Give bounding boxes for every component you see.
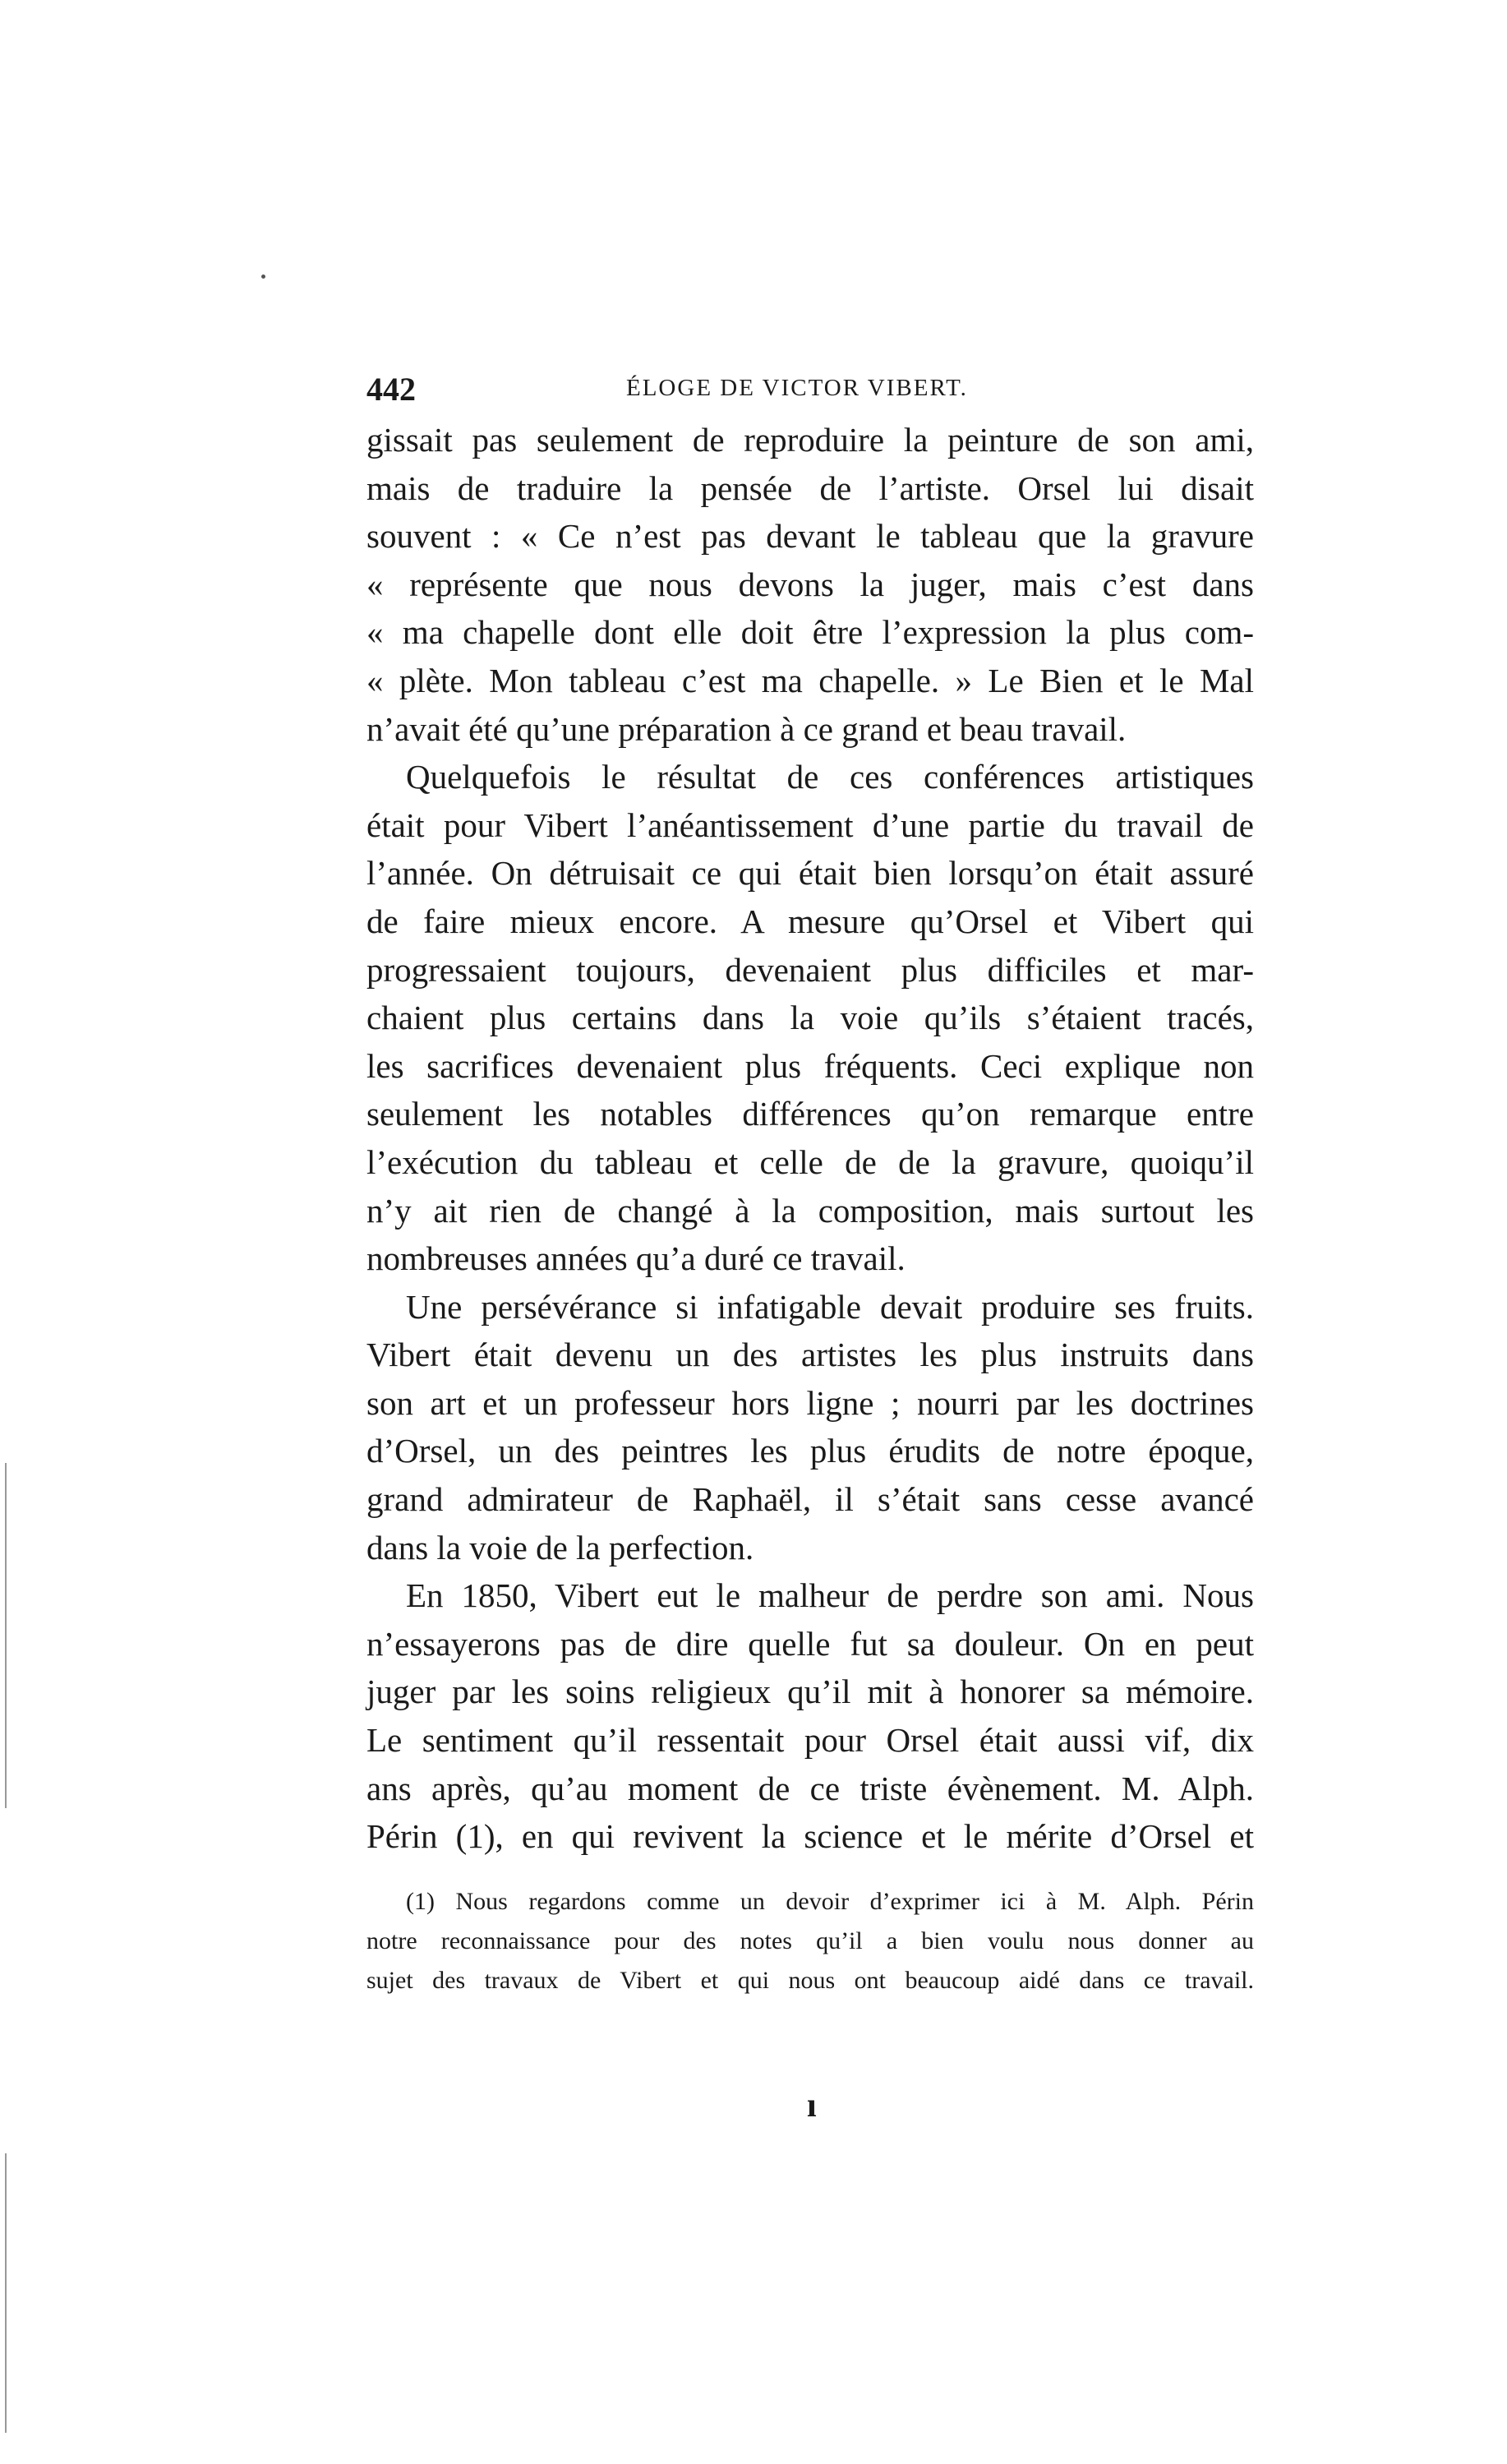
text-line: « ma chapelle dont elle doit être l’expression la plus com- [366,613,1254,652]
text-line: « plète. Mon tableau c’est ma chapelle. » Le Bien et le Mal [366,661,1254,699]
text-line: grand admirateur de Raphaël, il s’était sans cesse avancé [366,1480,1254,1519]
text-line: mais de traduire la pensée de l’artiste. Orsel lui disait [366,468,1254,507]
printer-mark: ı [807,2087,817,2125]
text-line: n’y ait rien de changé à la composition, mais surtout les [366,1191,1254,1230]
text-line: seulement les notables différences qu’on remarque entre [366,1095,1254,1133]
text-line: était pour Vibert l’anéantissement d’une partie du travail de [366,805,1254,844]
scan-edge-mark [5,1463,7,1808]
text-line: l’année. On détruisait ce qui était bien lorsqu’on était assuré [366,854,1254,893]
text-line: l’exécution du tableau et celle de de la gravure, quoiqu’il [366,1142,1254,1181]
text-line: juger par les soins religieux qu’il mit à honorer sa mémoire. [366,1673,1254,1711]
running-head [366,362,1254,411]
ink-speck [261,275,265,279]
page-number: 442 [366,371,416,408]
text-line: En 1850, Vibert eut le malheur de perdre son ami. Nous [406,1576,1254,1615]
text-line: nombreuses années qu’a duré ce travail. [366,1239,906,1278]
text-line: de faire mieux encore. A mesure qu’Orsel et Vibert qui [366,902,1254,940]
text-line: n’avait été qu’une préparation à ce grand et beau travail. [366,709,1127,748]
text-line: souvent : « Ce n’est pas devant le tableau que la gravure [366,517,1254,556]
footnote-line: sujet des travaux de Vibert et qui nous ont beaucoup aidé dans ce travail. [366,1967,1254,1994]
body-text [366,416,1254,1861]
footnote [366,1882,1254,2000]
scan-edge-mark [5,2153,7,2433]
text-line: gissait pas seulement de reproduire la peinture de son ami, [366,421,1254,459]
text-line: les sacrifices devenaient plus fréquents. Ceci explique non [366,1046,1254,1085]
text-line: son art et un professeur hors ligne ; nourri par les doctrines [366,1383,1254,1422]
text-line: dans la voie de la perfection. [366,1528,754,1567]
text-line: n’essayerons pas de dire quelle fut sa douleur. On en peut [366,1624,1254,1663]
text-line: « représente que nous devons la juger, mais c’est dans [366,565,1254,603]
text-line: Périn (1), en qui revivent la science et le mérite d’Orsel et [366,1817,1254,1856]
running-title: ÉLOGE DE VICTOR VIBERT. [626,375,968,401]
text-line: progressaient toujours, devenaient plus difficiles et mar- [366,950,1254,989]
text-line: Une persévérance si infatigable devait produire ses fruits. [406,1287,1254,1326]
text-line: d’Orsel, un des peintres les plus érudits de notre époque, [366,1432,1254,1470]
text-line: ans après, qu’au moment de ce triste évènement. M. Alph. [366,1769,1254,1807]
text-line: Le sentiment qu’il ressentait pour Orsel était aussi vif, dix [366,1721,1254,1760]
text-line: chaient plus certains dans la voie qu’ils s’étaient tracés, [366,999,1254,1037]
text-line: Quelquefois le résultat de ces conférences artistiques [406,758,1254,796]
footnote-line: notre reconnaissance pour des notes qu’il a bien voulu nous donner au [366,1927,1254,1954]
footnote-line: (1) Nous regardons comme un devoir d’exprimer ici à M. Alph. Périn [406,1888,1254,1915]
text-line: Vibert était devenu un des artistes les plus instruits dans [366,1336,1254,1374]
